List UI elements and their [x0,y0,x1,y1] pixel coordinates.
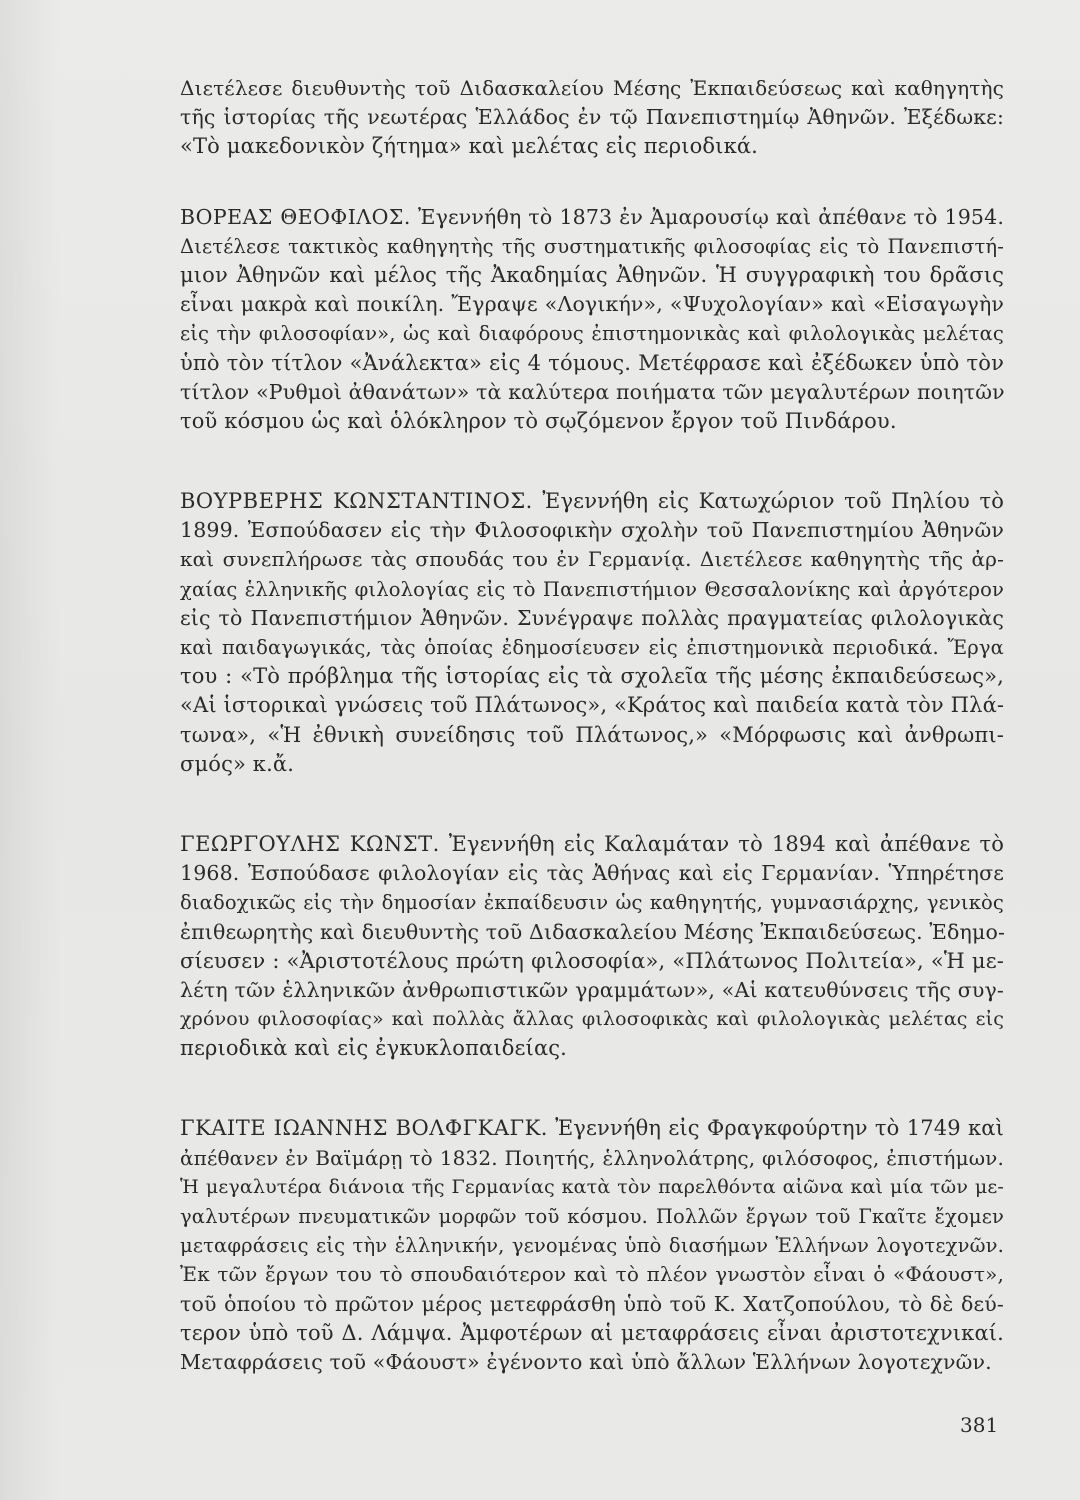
entry-lead-text: Ἐγεννήθη εἰς Κατωχώριον τοῦ Πηλίου τὸ [532,489,1004,514]
entry-headword: ΒΟΡΕΑΣ ΘΕΟΦΙΛΟΣ. [180,204,411,229]
text-line: μεταφράσεις εἰς τὴν ἑλληνικήν, γενομένας ὑπὸ διασήμων Ἑλλήνων λογοτεχνῶν. [180,1234,1004,1258]
text-line: τοῦ ὁποίου τὸ πρῶτον μέρος μετεφράσθη ὑπὸ τοῦ Κ. Χατζοπούλου, τὸ δὲ δεύ- [180,1291,1004,1316]
text-line: Διετέλεσε τακτικὸς καθηγητὴς τῆς συστηματικῆς φιλοσοφίας εἰς τὸ Πανεπιστή- [180,234,1004,258]
text-line: καὶ συνεπλήρωσε τὰς σπουδάς του ἐν Γερμανίᾳ. Διετέλεσε καθηγητὴς τῆς ἀρ- [180,547,1004,572]
text-line: ἀπέθανεν ἐν Βαϊμάρῃ τὸ 1832. Ποιητής, ἑλληνολάτρης, φιλόσοφος, ἐπιστήμων. [180,1145,1004,1170]
entry-vourveris [180,487,1004,779]
text-line: μιον Ἀθηνῶν καὶ μέλος τῆς Ἀκαδημίας Ἀθηνῶν. Ἡ συγγραφικὴ του δρᾶσις [180,262,1004,287]
text-line: σίευσεν : «Ἀριστοτέλους πρώτη φιλοσοφία», «Πλάτωνος Πολιτεία», «Ἡ με- [180,948,1004,973]
entry-lead-text: Ἐγεννήθη τὸ 1873 ἐν Ἀμαρουσίῳ καὶ ἀπέθανε τὸ 1954. [410,204,1004,229]
text-line: εἶναι μακρὰ καὶ ποικίλη. Ἔγραψε «Λογικήν», «Ψυχολογίαν» καὶ «Εἰσαγωγὴν [180,292,1004,317]
text-line: εἰς τὴν φιλοσοφίαν», ὡς καὶ διαφόρους ἐπιστημονικὰς καὶ φιλολογικὰς μελέτας [180,322,1004,346]
text-line [180,203,1004,232]
text-line: Ἐκ τῶν ἔργων του τὸ σπουδαιότερον καὶ τὸ πλέον γνωστὸν εἶναι ὁ «Φάουστ», [180,1262,1004,1287]
text-line: λέτη τῶν ἑλληνικῶν ἀνθρωπιστικῶν γραμμάτων», «Αἱ κατευθύνσεις τῆς συγ- [180,977,1004,1002]
text-line: Μεταφράσεις τοῦ «Φάουστ» ἐγένοντο καὶ ὑπὸ ἄλλων Ἑλλήνων λογοτεχνῶν. [180,1349,992,1374]
text-line: περιοδικὰ καὶ εἰς ἐγκυκλοπαιδείας. [180,1036,568,1061]
text-line: «Τὸ μακεδονικὸν ζήτημα» καὶ μελέτας εἰς περιοδικά. [180,134,758,159]
text-line: τωνα», «Ἡ ἐθνικὴ συνείδησις τοῦ Πλάτωνος,» «Μόρφωσις καὶ ἀνθρωπι- [180,722,1004,747]
text-line: του : «Τὸ πρόβλημα τῆς ἱστορίας εἰς τὰ σχολεῖα τῆς μέσης ἐκπαιδεύσεως», [180,664,1004,689]
text-line: 1899. Ἐσπούδασεν εἰς τὴν Φιλοσοφικὴν σχολὴν τοῦ Πανεπιστημίου Ἀθηνῶν [180,518,1004,543]
entry-headword: ΓΕΩΡΓΟΥΛΗΣ ΚΩΝΣΤ. [180,831,440,856]
text-line: τοῦ κόσμου ὡς καὶ ὁλόκληρον τὸ σῳζόμενον ἔργον τοῦ Πινδάρου. [180,408,897,433]
text-line: «Αἱ ἱστορικαὶ γνώσεις τοῦ Πλάτωνος», «Κράτος καὶ παιδεία κατὰ τὸν Πλά- [180,693,1005,718]
entry-continuation [180,74,1004,162]
text-line: τίτλον «Ρυθμοὶ ἀθανάτων» τὰ καλύτερα ποιήματα τῶν μεγαλυτέρων ποιητῶν [180,379,1005,404]
text-line: χρόνου φιλοσοφίας» καὶ πολλὰς ἄλλας φιλοσοφικὰς καὶ φιλολογικὰς μελέτας εἰς [180,1008,1004,1031]
entry-goethe [180,1114,1004,1377]
text-line [180,487,1004,516]
text-line: Ἡ μεγαλυτέρα διάνοια τῆς Γερμανίας κατὰ τὸν παρελθόντα αἰῶνα καὶ μία τῶν με- [180,1175,1004,1198]
entry-headword: ΒΟΥΡΒΕΡΗΣ ΚΩΝΣΤΑΝΤΙΝΟΣ. [180,489,533,514]
text-line: διαδοχικῶς εἰς τὴν δημοσίαν ἐκπαίδευσιν ὡς καθηγητής, γυμνασιάρχης, γενικὸς [180,891,1004,915]
text-line: 1968. Ἐσπούδασε φιλολογίαν εἰς τὰς Ἀθήνας καὶ εἰς Γερμανίαν. Ὑπηρέτησε [180,861,1004,886]
text-line [180,830,1004,859]
text-line [180,1114,1004,1143]
text-line: ἐπιθεωρητὴς καὶ διευθυντὴς τοῦ Διδασκαλείου Μέσης Ἐκπαιδεύσεως. Ἐδημο- [180,919,1006,944]
text-line: χαίας ἑλληνικῆς φιλολογίας εἰς τὸ Πανεπιστήμιον Θεσσαλονίκης καὶ ἀργότερον [180,577,1004,601]
text-line: Διετέλεσε διευθυντὴς τοῦ Διδασκαλείου Μέσης Ἐκπαιδεύσεως καὶ καθηγητὴς [180,76,1004,100]
entry-lead-text: Ἐγεννήθη εἰς Καλαμάταν τὸ 1894 καὶ ἀπέθανε τὸ [439,831,1005,856]
page-edge-shadow [0,0,60,1500]
entry-voreas [180,203,1004,437]
text-line: τῆς ἱστορίας τῆς νεωτέρας Ἑλλάδος ἐν τῷ Πανεπιστημίῳ Ἀθηνῶν. Ἐξέδωκε: [180,105,1004,130]
entry-lead-text: Ἐγεννήθη εἰς Φραγκφούρτην τὸ 1749 καὶ [547,1116,1004,1141]
page-number: 381 [960,1413,999,1437]
text-line: γαλυτέρων πνευματικῶν μορφῶν τοῦ κόσμου. Πολλῶν ἔργων τοῦ Γκαῖτε ἔχομεν [180,1205,1004,1228]
entry-georgoulis [180,830,1004,1064]
text-line: ὑπὸ τὸν τίτλον «Ἀνάλεκτα» εἰς 4 τόμους. Μετέφρασε καὶ ἐξέδωκεν ὑπὸ τὸν [180,350,1004,375]
entry-headword: ΓΚΑΙΤΕ ΙΩΑΝΝΗΣ ΒΟΛΦΓΚΑΓΚ. [180,1116,548,1141]
text-line: εἰς τὸ Πανεπιστήμιον Ἀθηνῶν. Συνέγραψε πολλὰς πραγματείας φιλολογικὰς [180,605,1004,630]
text-line: καὶ παιδαγωγικάς, τὰς ὁποίας ἐδημοσίευσεν εἰς ἐπιστημονικὰ περιοδικά. Ἔργα [180,636,1004,659]
text-line: σμός» κ.ἄ. [180,751,295,776]
page-body [180,74,1004,1428]
text-line: τερον ὑπὸ τοῦ Δ. Λάμψα. Ἀμφοτέρων αἱ μεταφράσεις εἶναι ἀριστοτεχνικαί. [180,1320,1004,1345]
